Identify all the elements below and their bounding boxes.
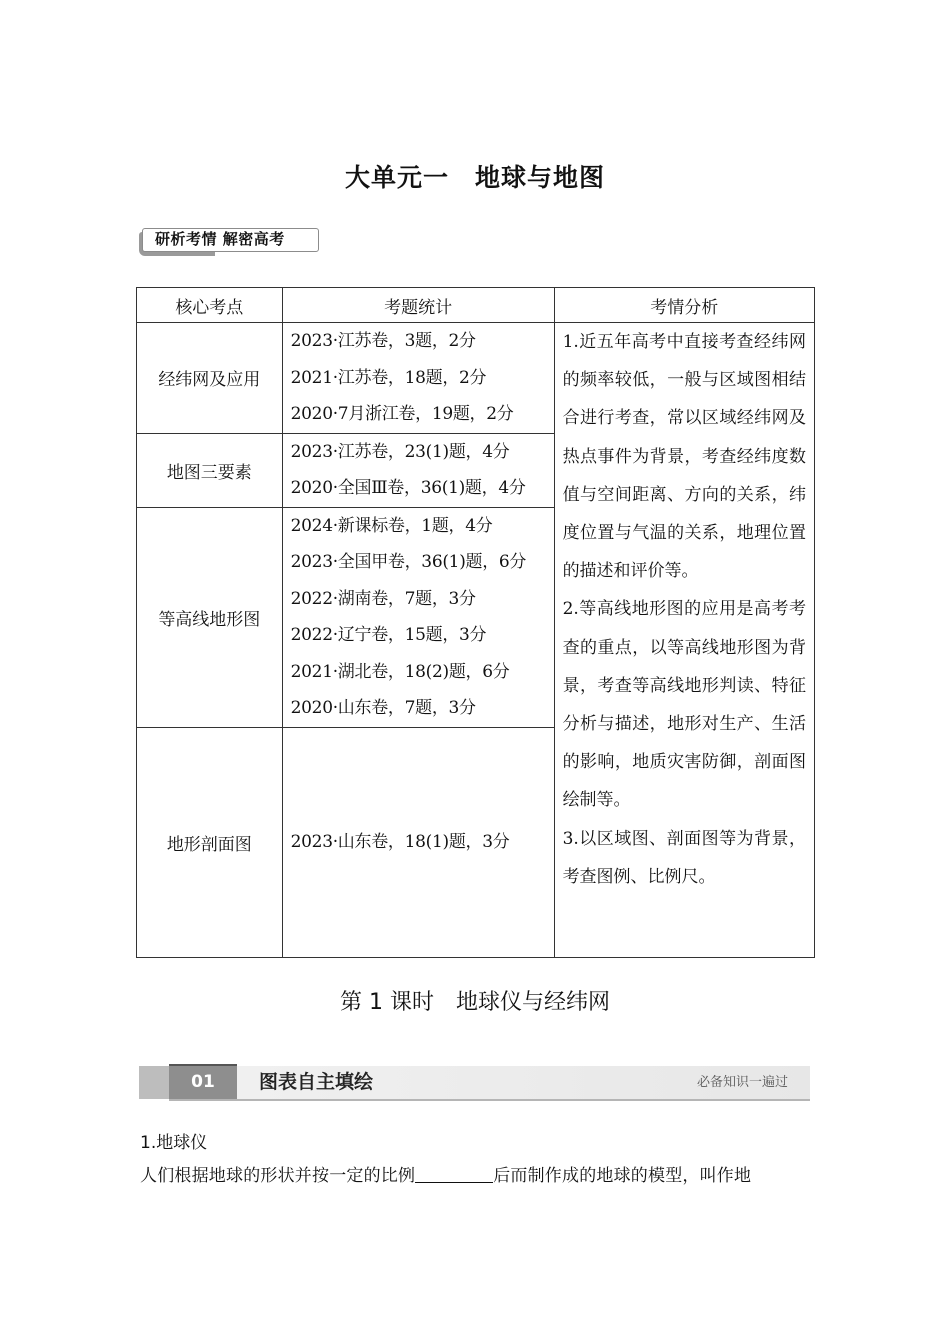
section-header-bar	[139, 1066, 810, 1099]
section-bar-bottomline	[169, 1099, 810, 1101]
stat-line: 2023·江苏卷，23(1)题，4分	[290, 441, 510, 462]
stat-line: 2020·全国Ⅲ卷，36(1)题，4分	[290, 478, 526, 498]
stats-cell	[282, 507, 554, 727]
stat-line: 2020·7月浙江卷，19题，2分	[290, 404, 514, 424]
section-bar-accent	[139, 1066, 169, 1099]
stats-cell	[282, 727, 554, 957]
exam-analysis-table	[136, 287, 815, 958]
stat-line: 2023·江苏卷，3题，2分	[290, 331, 476, 351]
topic-cell: 经纬网及应用	[137, 323, 283, 434]
stat-line: 2020·山东卷，7题，3分	[290, 698, 476, 718]
section-number: 01	[169, 1066, 237, 1099]
badge-label: 研析考情 解密高考	[142, 228, 319, 252]
header-core-topic: 核心考点	[137, 288, 283, 323]
stat-line: 2024·新课标卷，1题，4分	[290, 515, 493, 536]
lesson-title: 第 1 课时 地球仪与经纬网	[340, 990, 610, 1015]
stat-line: 2023·全国甲卷，36(1)题，6分	[290, 552, 527, 572]
paragraph-text-after: 后而制作成的地球的模型，叫作地	[493, 1166, 752, 1186]
stat-line: 2022·湖南卷，7题，3分	[290, 588, 476, 609]
analysis-point-2: 2.等高线地形图的应用是高考考查的重点，以等高线地形图为背景，考查等高线地形判读、特征分析与描述，地形对生产、生活的影响，地质灾害防御，剖面图绘制等。	[562, 599, 806, 811]
section-bar-body	[237, 1066, 810, 1099]
topic-cell: 地图三要素	[137, 433, 283, 507]
section-badge	[139, 228, 319, 254]
header-exam-stats: 考题统计	[282, 288, 554, 323]
topic-cell: 地形剖面图	[137, 727, 283, 957]
analysis-point-3: 3.以区域图、剖面图等为背景，考查图例、比例尺。	[562, 828, 806, 887]
stat-line: 2021·江苏卷，18题，2分	[290, 367, 487, 388]
section-subtitle: 必备知识一遍过	[696, 1075, 788, 1090]
analysis-cell	[554, 323, 814, 958]
topic-cell: 等高线地形图	[137, 507, 283, 727]
table-header-row	[137, 288, 815, 323]
table-row	[137, 323, 815, 434]
unit-title: 大单元一 地球与地图	[344, 163, 605, 192]
stats-cell	[282, 323, 554, 434]
section-title: 图表自主填绘	[259, 1071, 374, 1093]
body-paragraph	[140, 1162, 812, 1190]
header-analysis: 考情分析	[554, 288, 814, 323]
paragraph-text-before: 人们根据地球的形状并按一定的比例	[140, 1166, 416, 1186]
stat-line: 2023·山东卷，18(1)题，3分	[290, 831, 510, 852]
analysis-point-1: 1.近五年高考中直接考查经纬网的频率较低，一般与区域图相结合进行考查，常以区域经纬网及热点事件为背景，考查经纬度数值与空间距离、方向的关系，纬度位置与气温的关系，地理位置的描述和评价等。	[562, 332, 806, 582]
stats-cell	[282, 433, 554, 507]
subsection-heading: 1.地球仪	[140, 1133, 208, 1153]
stat-line: 2022·辽宁卷，15题，3分	[290, 625, 487, 645]
fill-in-blank[interactable]	[415, 1164, 493, 1183]
stat-line: 2021·湖北卷，18(2)题，6分	[290, 661, 510, 682]
